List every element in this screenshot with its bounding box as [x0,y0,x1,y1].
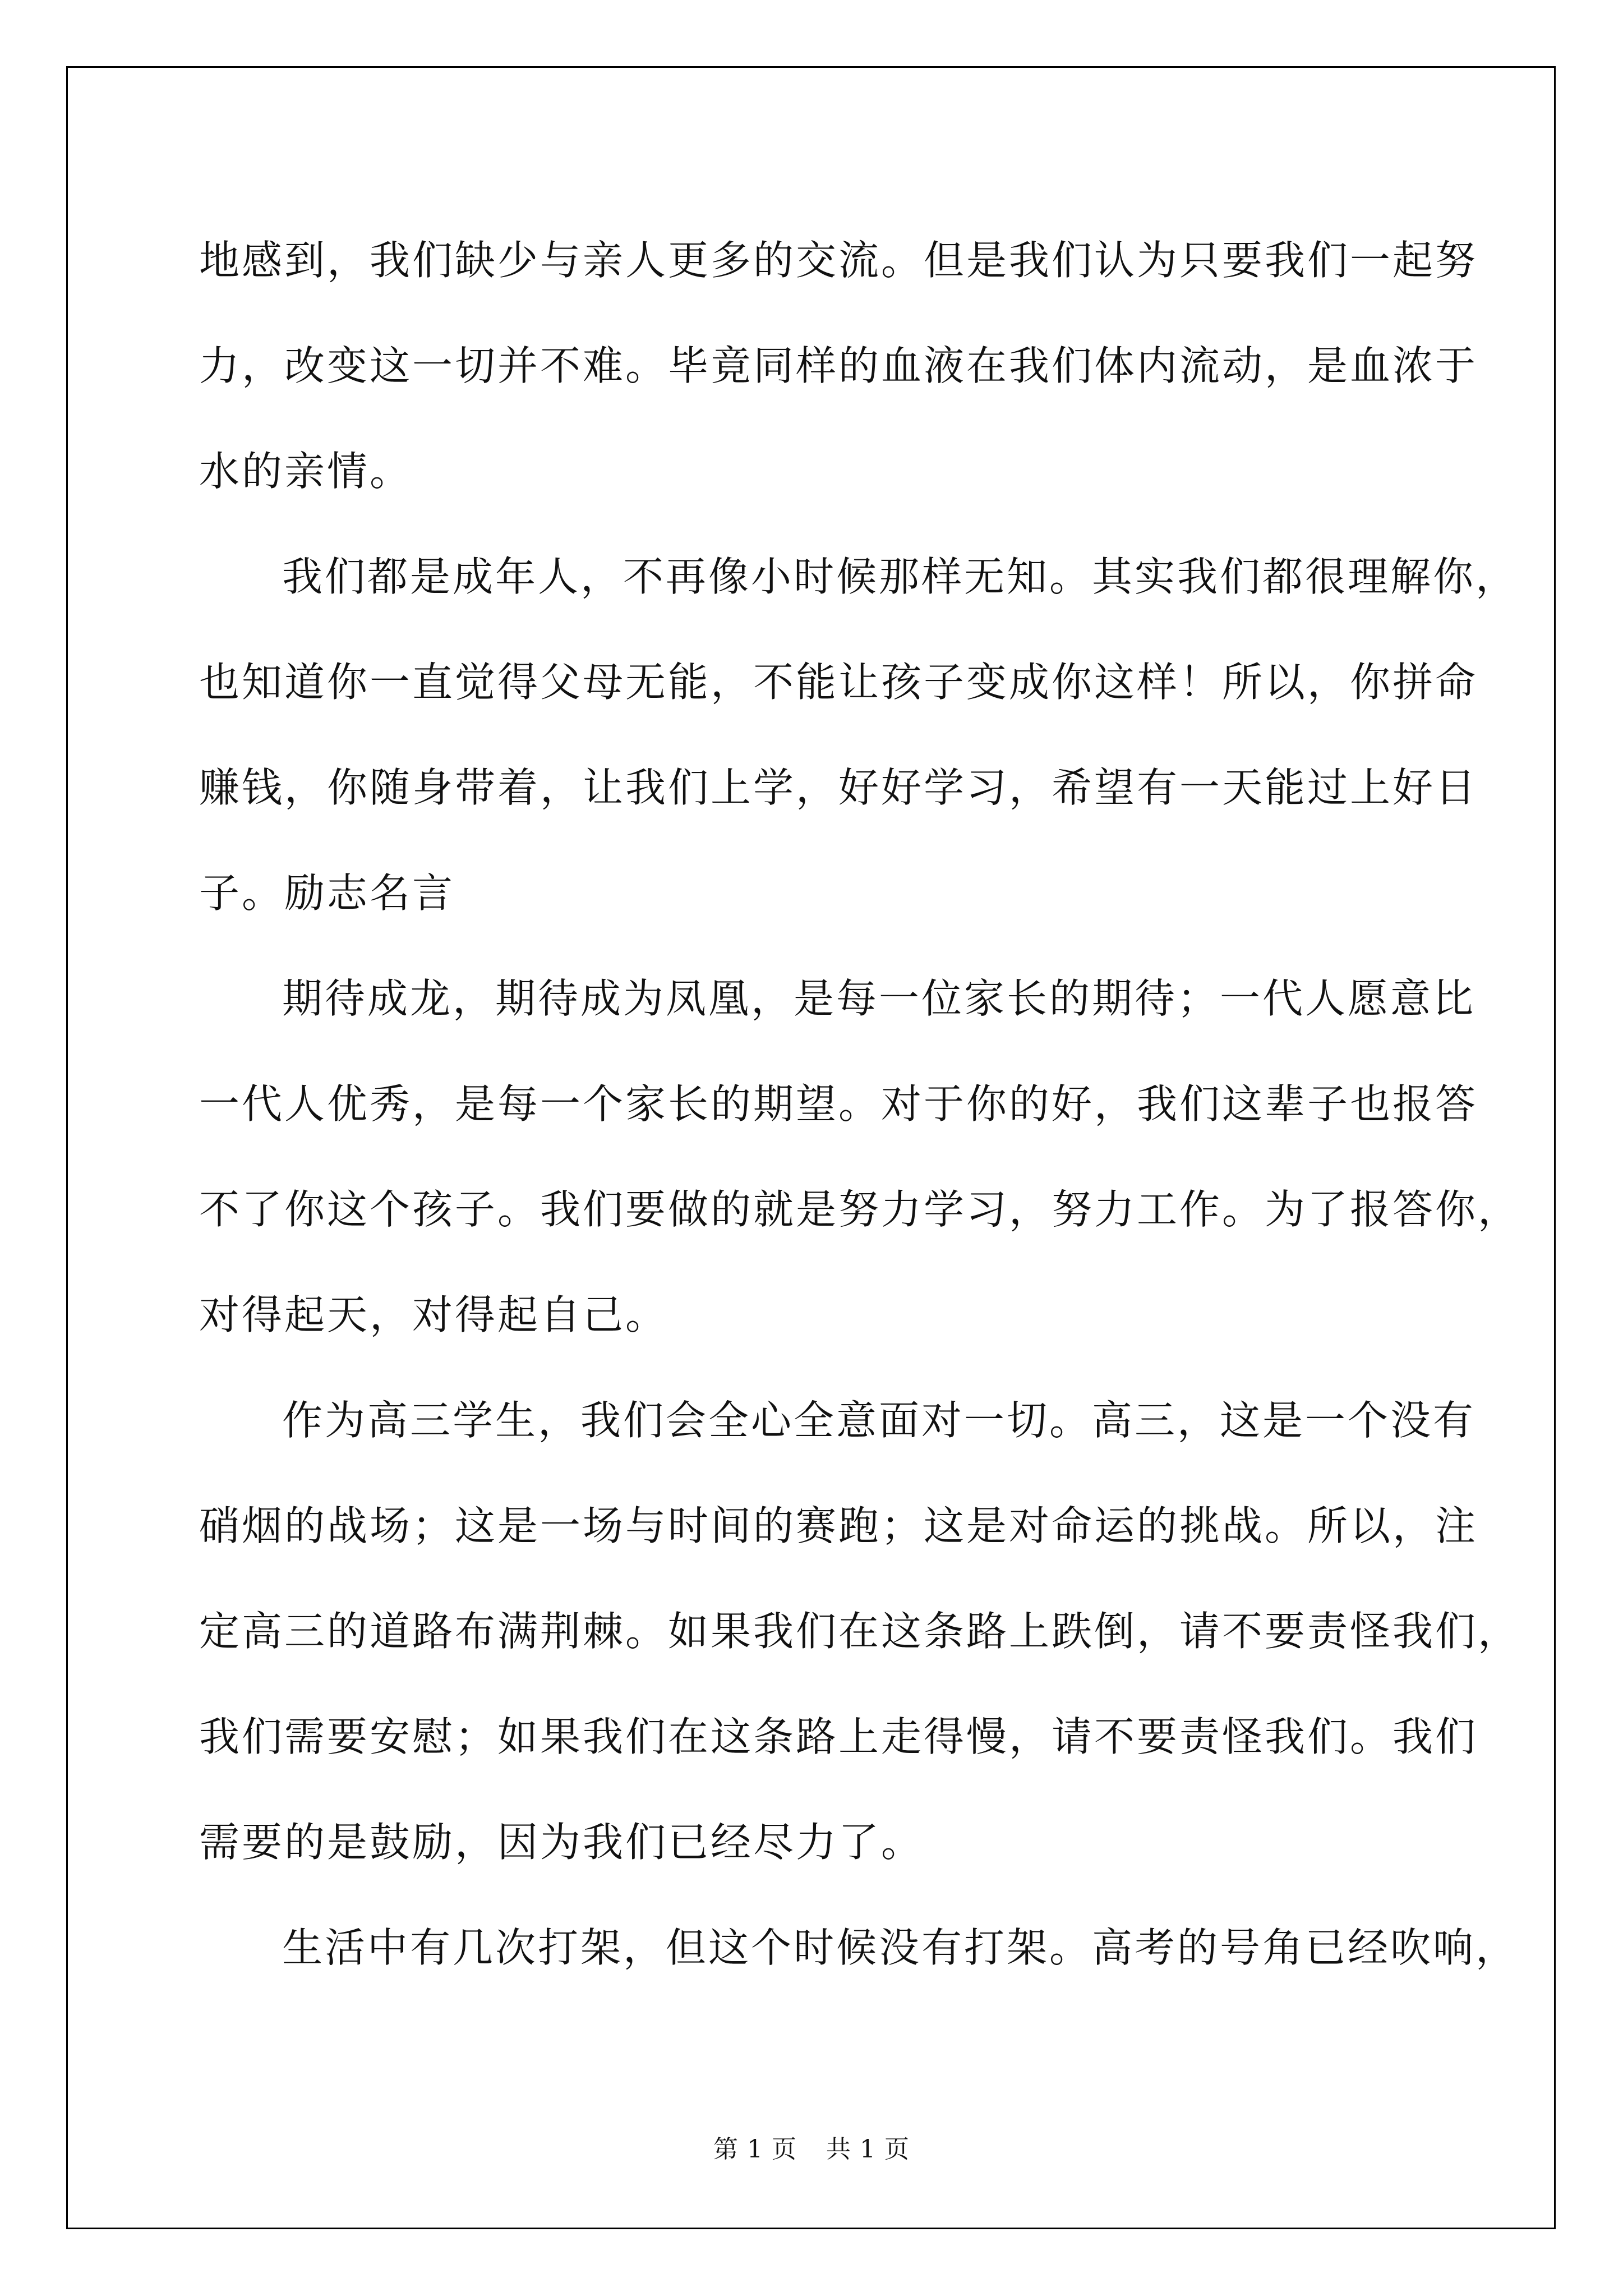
paragraph-start-line: 作为高三学生，我们会全心全意面对一切。高三，这是一个没有 [282,1397,1476,1444]
text-line: 地感到，我们缺少与亲人更多的交流。但是我们认为只要我们一起努 [199,237,1478,284]
text-line: 我们需要安慰；如果我们在这条路上走得慢，请不要责怪我们。我们 [199,1713,1478,1760]
text-line: 硝烟的战场；这是一场与时间的赛跑；这是对命运的挑战。所以，注 [199,1502,1478,1549]
page-total: 共 1 页 [826,2135,910,2164]
text-line: 也知道你一直觉得父母无能，不能让孩子变成你这样！所以，你拼命 [199,659,1478,706]
paragraph-start-line: 生活中有几次打架，但这个时候没有打架。高考的号角已经吹响， [282,1924,1519,1971]
paragraph-start-line: 期待成龙，期待成为凤凰，是每一位家长的期待；一代人愿意比 [282,975,1476,1022]
text-line: 不了你这个孩子。我们要做的就是努力学习，努力工作。为了报答你， [199,1186,1521,1233]
text-line: 力，改变这一切并不难。毕竟同样的血液在我们体内流动，是血浓于 [199,342,1478,389]
text-line: 需要的是鼓励，因为我们已经尽力了。 [199,1819,924,1866]
text-line: 对得起天，对得起自己。 [199,1291,668,1338]
text-line: 定高三的道路布满荆棘。如果我们在这条路上跌倒，请不要责怪我们， [199,1608,1521,1655]
page-footer [0,2129,1623,2165]
text-line: 子。励志名言 [199,869,455,917]
text-line: 水的亲情。 [199,448,413,495]
text-line: 赚钱，你随身带着，让我们上学，好好学习，希望有一天能过上好日 [199,764,1478,811]
page-number: 第 1 页 [713,2135,797,2164]
text-line: 一代人优秀，是每一个家长的期望。对于你的好，我们这辈子也报答 [199,1080,1478,1128]
paragraph-start-line: 我们都是成年人，不再像小时候那样无知。其实我们都很理解你， [282,553,1519,600]
document-body [199,208,1521,2000]
